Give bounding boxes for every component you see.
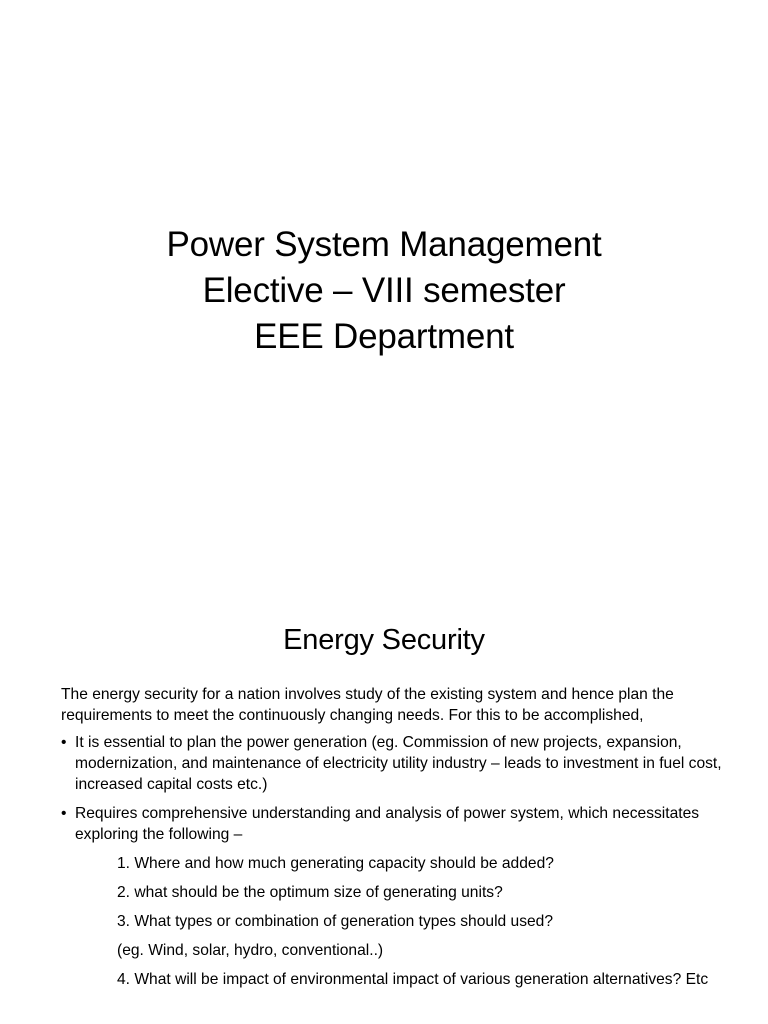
bullet-text: Requires comprehensive understanding and analysis of power system, which necessitates exploring the following – <box>75 805 700 843</box>
title-line-elective: Elective – VIII semester <box>202 271 566 310</box>
bullet-icon: • <box>61 805 67 822</box>
question-item: 4. What will be impact of environmental impact of various generation alternatives? Etc <box>117 971 709 988</box>
bullet-icon: • <box>61 734 67 751</box>
title-line-department: EEE Department <box>254 317 514 356</box>
bullet-list <box>61 732 741 845</box>
question-item: 1. Where and how much generating capacity should be added? <box>117 855 554 872</box>
slide-heading: Energy Security <box>283 624 485 656</box>
bullet-text: It is essential to plan the power generation (eg. Commission of new projects, expansion, modernization, and maintenance of electricity utility industry – leads to investment in fuel cost, increased capital costs etc.) <box>75 734 722 793</box>
energy-security-slide <box>0 576 768 1024</box>
question-item: 2. what should be the optimum size of generating units? <box>117 884 503 901</box>
question-list <box>61 853 741 990</box>
slide-body <box>61 684 741 998</box>
question-item: 3. What types or combination of generation types should used? <box>117 913 554 930</box>
slide-title <box>0 222 768 360</box>
bullet-item <box>61 732 741 795</box>
title-line-course: Power System Management <box>166 225 602 264</box>
bullet-item <box>61 803 741 845</box>
example-note: (eg. Wind, solar, hydro, conventional..) <box>117 942 384 959</box>
intro-paragraph: The energy security for a nation involves study of the existing system and hence plan the requirements to meet the continuously changing needs. For this to be accomplished, <box>61 686 674 724</box>
